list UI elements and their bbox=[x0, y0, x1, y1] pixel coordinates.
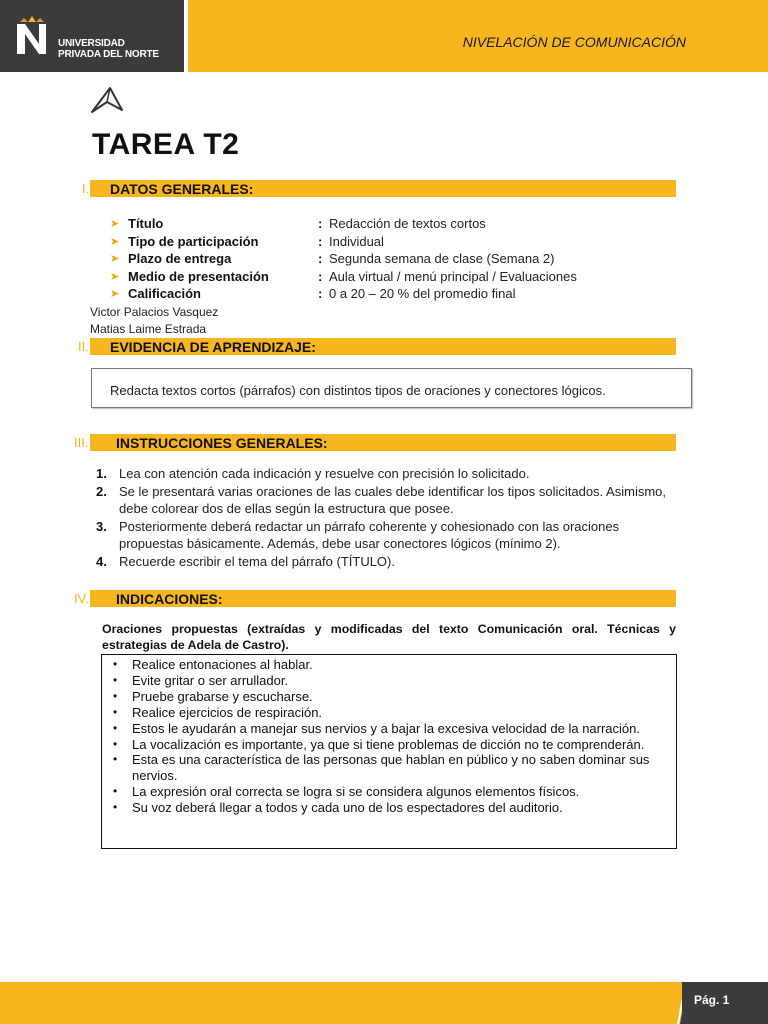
navigation-arrow-icon bbox=[90, 86, 124, 114]
general-data-row bbox=[110, 269, 670, 287]
sentence-item: • La vocalización es importante, ya que si tiene problemas de dicción no te comprenderán. bbox=[110, 737, 666, 753]
colon-separator: : bbox=[318, 251, 323, 267]
section-general-data-header bbox=[60, 180, 676, 198]
general-data-row bbox=[110, 216, 670, 234]
general-data-list bbox=[110, 216, 670, 304]
student-names bbox=[90, 304, 218, 338]
evidence-text: Redacta textos cortos (párrafos) con distintos tipos de oraciones y conectores lógicos. bbox=[110, 383, 606, 398]
student-name: Matias Laime Estrada bbox=[90, 322, 207, 336]
general-data-key: Tipo de participación bbox=[128, 233, 259, 249]
instructions-list bbox=[96, 465, 676, 571]
section-title: EVIDENCIA DE APRENDIZAJE: bbox=[110, 339, 316, 355]
general-data-row bbox=[110, 286, 670, 304]
student-name: Victor Palacios Vasquez bbox=[90, 305, 219, 319]
sentence-item: • Realice entonaciones al hablar. bbox=[110, 657, 666, 673]
general-data-value: Aula virtual / menú principal / Evaluaciones bbox=[329, 268, 577, 284]
instruction-text: Lea con atención cada indicación y resuelve con precisión lo solicitado. bbox=[119, 466, 530, 481]
colon-separator: : bbox=[318, 233, 323, 249]
instruction-text: Posteriormente deberá redactar un párrafo coherente y cohesionado con las oraciones propuestas básicamente. Además, debe usar conectores lógicos (mínimo 2). bbox=[119, 518, 620, 552]
arrow-bullet-icon: ➤ bbox=[110, 253, 120, 266]
sentence-item: • Esta es una característica de las personas que hablan en público y no saben dominar sus nervios. bbox=[110, 752, 666, 784]
section-number: I. bbox=[82, 181, 90, 196]
instruction-number: 2. bbox=[96, 483, 107, 499]
instruction-number: 3. bbox=[96, 518, 107, 534]
general-data-row bbox=[110, 251, 670, 269]
section-title: INSTRUCCIONES GENERALES: bbox=[116, 435, 328, 451]
colon-separator: : bbox=[318, 286, 323, 302]
arrow-bullet-icon: ➤ bbox=[110, 288, 120, 301]
section-indications-header bbox=[60, 590, 676, 608]
evidence-box bbox=[91, 368, 692, 408]
university-logo bbox=[0, 0, 188, 72]
section-number: II. bbox=[78, 339, 89, 354]
sentence-item: • Realice ejercicios de respiración. bbox=[110, 705, 666, 721]
instruction-item bbox=[96, 483, 676, 518]
instruction-number: 1. bbox=[96, 466, 107, 481]
general-data-key: Plazo de entrega bbox=[128, 251, 232, 267]
general-data-key: Calificación bbox=[128, 286, 201, 302]
sentences-box bbox=[101, 654, 677, 849]
general-data-key: Medio de presentación bbox=[128, 268, 269, 284]
page-number-box bbox=[682, 982, 768, 1024]
general-data-value: 0 a 20 – 20 % del promedio final bbox=[329, 286, 516, 302]
university-n-logo-icon bbox=[14, 16, 50, 56]
arrow-bullet-icon: ➤ bbox=[110, 218, 120, 230]
section-evidence-header bbox=[60, 338, 676, 356]
general-data-value: Redacción de textos cortos bbox=[329, 216, 486, 231]
instruction-text: Se le presentará varias oraciones de las cuales debe identificar los tipos solicitados. Asimismo, debe colorear dos de ellas según la estructura que posee. bbox=[119, 483, 666, 517]
sentence-item: • Estos le ayudarán a manejar sus nervios y a bajar la excesiva velocidad de la narración. bbox=[110, 721, 666, 737]
sentence-item: • La expresión oral correcta se logra si se considera algunos elementos físicos. bbox=[110, 784, 666, 800]
page-header bbox=[0, 0, 768, 72]
general-data-value: Individual bbox=[329, 233, 384, 249]
university-name-line1: UNIVERSIDAD bbox=[58, 38, 125, 49]
instruction-item bbox=[96, 518, 676, 553]
sentence-item: • Pruebe grabarse y escucharse. bbox=[110, 689, 666, 705]
general-data-key: Título bbox=[128, 216, 164, 231]
arrow-bullet-icon: ➤ bbox=[110, 270, 120, 283]
course-title: NIVELACIÓN DE COMUNICACIÓN bbox=[462, 34, 686, 50]
colon-separator: : bbox=[318, 268, 323, 284]
instruction-item bbox=[96, 465, 676, 483]
section-instructions-header bbox=[60, 434, 676, 452]
instruction-number: 4. bbox=[96, 553, 107, 569]
section-title: INDICACIONES: bbox=[116, 591, 223, 607]
sentence-item: • Evite gritar o ser arrullador. bbox=[110, 673, 666, 689]
section-title: DATOS GENERALES: bbox=[110, 181, 254, 197]
instruction-item bbox=[96, 553, 676, 571]
arrow-bullet-icon: ➤ bbox=[110, 235, 120, 248]
sentence-item: • Su voz deberá llegar a todos y cada uno de los espectadores del auditorio. bbox=[110, 800, 666, 816]
page-title: TAREA T2 bbox=[92, 128, 240, 161]
general-data-row bbox=[110, 234, 670, 252]
section-number: III. bbox=[74, 435, 89, 450]
indications-intro: Oraciones propuestas (extraídas y modificadas del texto Comunicación oral. Técnicas y estrategias de Adela de Castro). bbox=[102, 622, 676, 652]
instruction-text: Recuerde escribir el tema del párrafo (TÍTULO). bbox=[119, 553, 395, 569]
page-number: Pág. 1 bbox=[694, 993, 730, 1007]
general-data-value: Segunda semana de clase (Semana 2) bbox=[329, 251, 555, 267]
university-name-line2: PRIVADA DEL NORTE bbox=[58, 49, 159, 60]
page-footer bbox=[0, 982, 768, 1024]
colon-separator: : bbox=[318, 216, 323, 231]
university-name bbox=[58, 38, 159, 60]
section-number: IV. bbox=[74, 591, 89, 606]
